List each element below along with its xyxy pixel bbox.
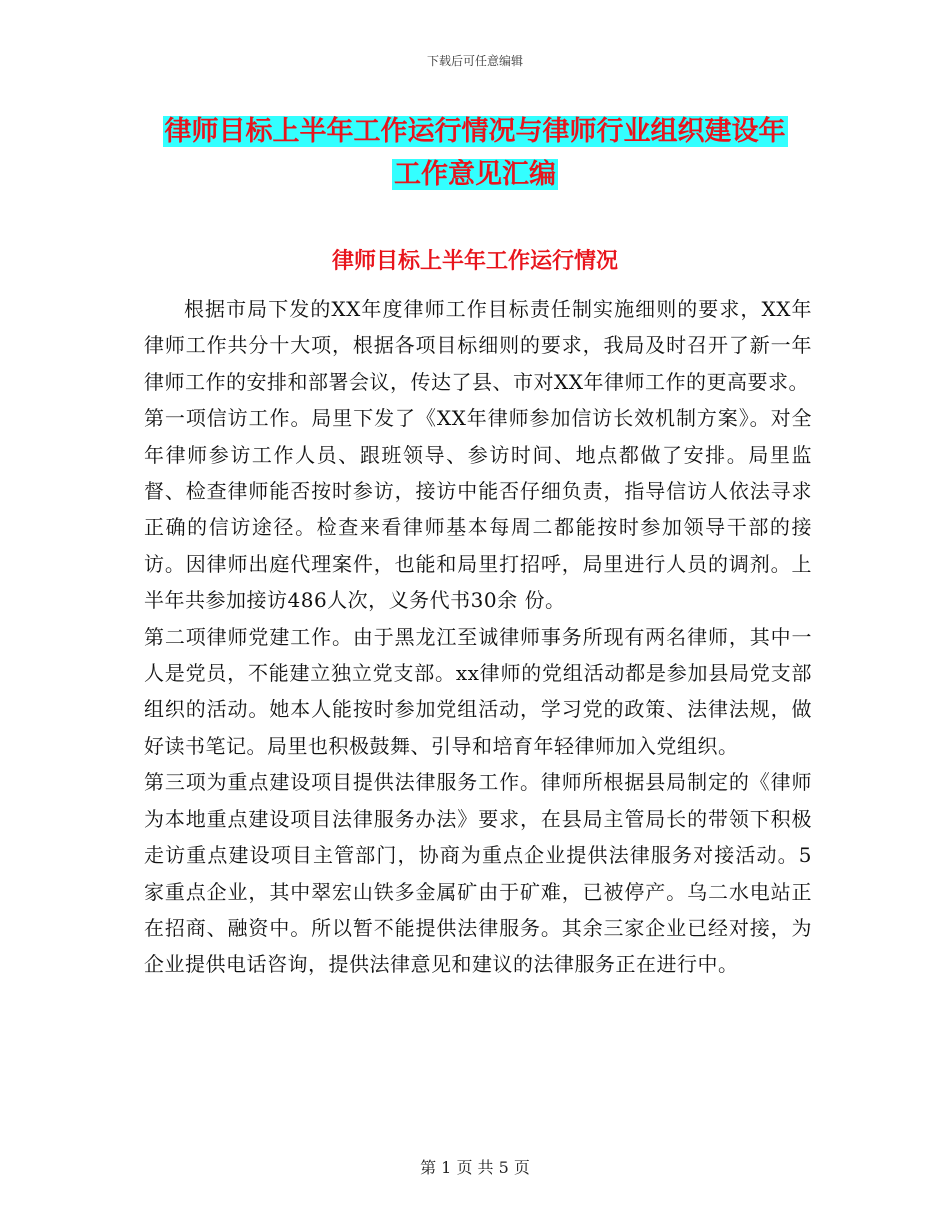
- title-line-1: 律师目标上半年工作运行情况与律师行业组织建设年: [164, 116, 786, 147]
- title-line-2: 工作意见汇编: [394, 159, 556, 190]
- paragraph-item-1: 第一项信访工作。局里下发了《XX年律师参加信访长效机制方案》。对全年律师参访工作人员、跟班领导、参访时间、地点都做了安排。局里监督、检查律师能否按时参访，接访中能否仔细负责，指导信访人依法寻求正确的信访途径。检查来看律师基本每周二都能按时参加领导干部的接访。因律师出庭代理案件，也能和局里打招呼，局里进行人员的调剂。上半年共参加接访486人次，义务代书30余 份。: [144, 406, 812, 613]
- page-number: 第 1 页 共 5 页: [420, 1158, 530, 1177]
- body-text: [144, 291, 812, 983]
- paragraph-item-3: 第三项为重点建设项目提供法律服务工作。律师所根据县局制定的《律师为本地重点建设项目法律服务办法》要求，在县局主管局长的带领下积极走访重点建设项目主管部门，协商为重点企业提供法律服务对接活动。5家重点企业，其中翠宏山铁多金属矿由于矿难，已被停产。乌二水电站正在招商、融资中。所以暂不能提供法律服务。其余三家企业已经对接，为企业提供电话咨询，提供法律意见和建议的法律服务正在进行中。: [144, 770, 812, 977]
- document-title: [0, 110, 950, 196]
- section-title: 律师目标上半年工作运行情况: [331, 249, 618, 274]
- paragraph-item-2: 第二项律师党建工作。由于黑龙江至诚律师事务所现有两名律师，其中一人是党员，不能建立独立党支部。xx律师的党组活动都是参加县局党支部组织的活动。她本人能按时参加党组活动，学习党的政策、法律法规，做好读书笔记。局里也积极鼓舞、引导和培育年轻律师加入党组织。: [144, 624, 812, 758]
- header-note: 下载后可任意编辑: [426, 54, 523, 68]
- paragraph-intro: 根据市局下发的XX年度律师工作目标责任制实施细则的要求，XX年律师工作共分十大项，根据各项目标细则的要求，我局及时召开了新一年律师工作的安排和部署会议，传达了县、市对XX年律师工作的更高要求。: [144, 297, 812, 394]
